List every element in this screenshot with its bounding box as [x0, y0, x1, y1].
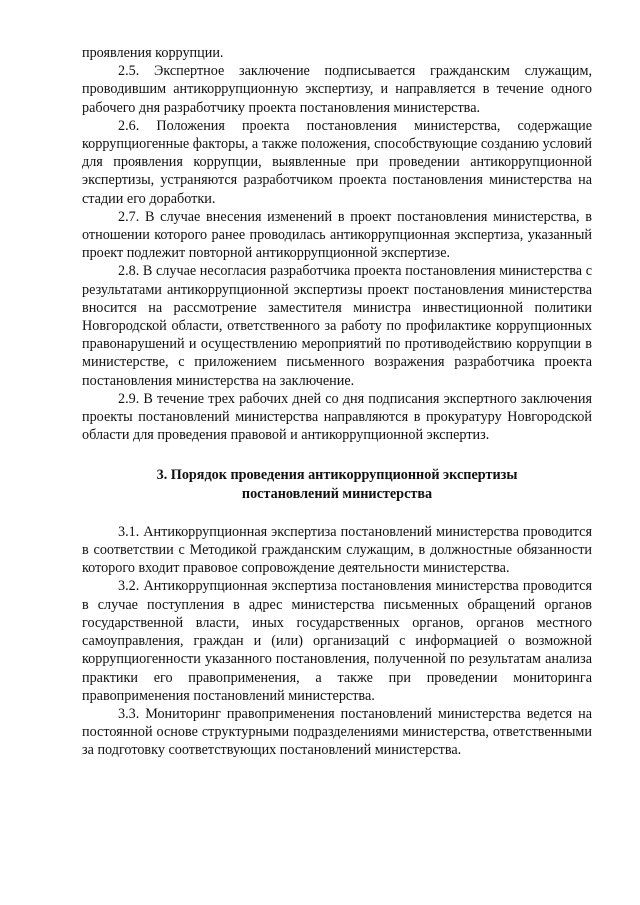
paragraph-continuation: проявления коррупции. [82, 45, 224, 61]
section-3-heading-line-1: 3. Порядок проведения антикоррупционной экспертизы [156, 467, 518, 484]
document-page [82, 44, 592, 760]
paragraph-2-7: 2.7. В случае внесения изменений в проект постановления министерства, в отношении которого ранее проводилась антикоррупционная экспертиза, указанный проект подлежит повторной антикоррупционной экспертизе. [82, 208, 592, 262]
paragraph-3-2: 3.2. Антикоррупционная экспертиза постановления министерства проводится в случае поступления в адрес министерства письменных обращений органов государственной власти, иных государственных органов, органов местного самоуправления, граждан и (или) организаций с информацией о возможной коррупциогенности указанного постановления, полученной по результатам анализа практики его правоприменения, а также при проведении мониторинга правоприменения постановлений министерства. [82, 578, 592, 704]
paragraph-2-6: 2.6. Положения проекта постановления министерства, содержащие коррупциогенные факторы, а также положения, способствующие созданию условий для проявления коррупции, выявленные при проведении антикоррупционной экспертизы, устраняются разработчиком проекта постановления министерства на стадии его доработки. [82, 117, 592, 207]
paragraph-2-8: 2.8. В случае несогласия разработчика проекта постановления министерства с результатами антикоррупционной экспертизы проект постановления министерства вносится на рассмотрение заместителя министра инвестиционной политики Новгородской области, ответственного за работу по профилактике коррупционных правонарушений и осуществлению мероприятий по противодействию коррупции в министерстве, с приложением письменного возражения разработчика проекта постановления министерства на заключение. [82, 263, 592, 389]
paragraph-3-3: 3.3. Мониторинг правоприменения постановлений министерства ведется на постоянной основе структурными подразделениями министерства, ответственными за подготовку соответствующих постановлений министерства. [82, 705, 592, 759]
section-3-heading [82, 466, 592, 502]
paragraph-2-9: 2.9. В течение трех рабочих дней со дня подписания экспертного заключения проекты постановлений министерства направляются в прокуратуру Новгородской области для проведения правовой и антикоррупционной экспертиз. [82, 390, 592, 444]
paragraph-2-5: 2.5. Экспертное заключение подписывается гражданским служащим, проводившим антикоррупционную экспертизу, и направляется в течение одного рабочего дня разработчику проекта постановления министерства. [82, 63, 592, 116]
section-3-heading-line-2: постановлений министерства [241, 485, 433, 502]
paragraph-3-1: 3.1. Антикоррупционная экспертиза постановлений министерства проводится в соответствии с Методикой гражданским служащим, в должностные обязанности которого входит правовое сопровождение деятельности министерства. [82, 523, 592, 577]
